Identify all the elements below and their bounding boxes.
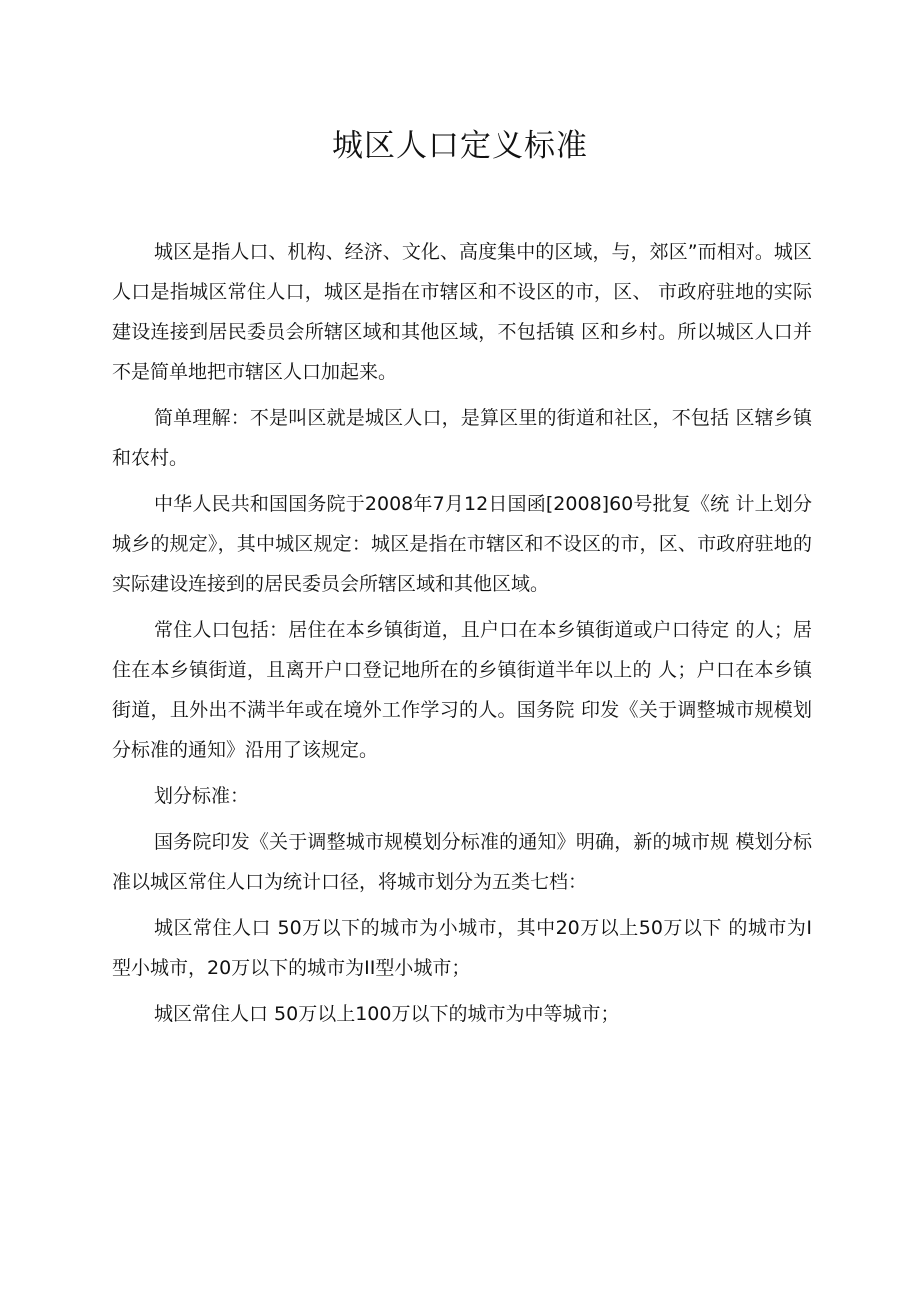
document-body — [112, 232, 812, 1040]
paragraph-standard-heading: 划分标准： — [154, 785, 250, 807]
document-title: 城区人口定义标准 — [332, 128, 588, 164]
paragraph-standard-intro: 国务院印发《关于调整城市规模划分标准的通知》明确，新的城市规 模划分标准以城区常住人口为统计口径，将城市划分为五类七档： — [112, 831, 812, 893]
paragraph-definition: 城区是指人口、机构、经济、文化、高度集中的区域，与，郊区”而相对。城区人口是指城区常住人口，城区是指在市辖区和不设区的市，区、 市政府驻地的实际建设连接到居民委员会所辖区域和其他区域，不包括镇 区和乡村。所以城区人口并不是简单地把市辖区人口加起来。 — [112, 241, 812, 383]
paragraph-simple-explanation: 简单理解：不是叫区就是城区人口，是算区里的街道和社区，不包括 区辖乡镇和农村。 — [112, 407, 812, 469]
paragraph-resident-population: 常住人口包括：居住在本乡镇街道，且户口在本乡镇街道或户口待定 的人；居住在本乡镇街道，且离开户口登记地所在的乡镇街道半年以上的 人；户口在本乡镇街道，且外出不满半年或在境外工作学习的人。国务院 印发《关于调整城市规模划分标准的通知》沿用了该规定。 — [112, 619, 812, 761]
paragraph-medium-city: 城区常住人口 50万以上100万以下的城市为中等城市； — [154, 1003, 620, 1025]
paragraph-small-city: 城区常住人口 50万以下的城市为小城市，其中20万以上50万以下 的城市为I型小城市，20万以下的城市为II型小城市； — [112, 917, 812, 979]
paragraph-state-council-reply: 中华人民共和国国务院于2008年7月12日国函[2008]60号批复《统 计上划分城乡的规定》，其中城区规定：城区是指在市辖区和不设区的市，区、市政府驻地的实际建设连接到的居民委员会所辖区域和其他区域。 — [112, 493, 812, 595]
